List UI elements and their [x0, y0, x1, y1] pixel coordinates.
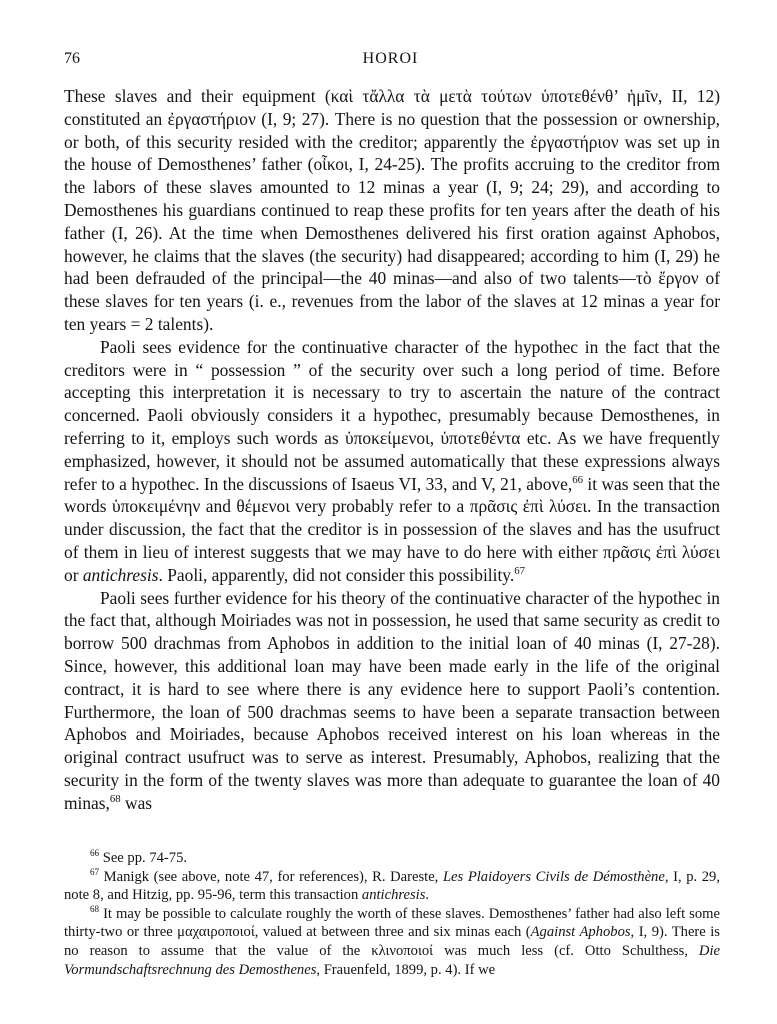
paragraph-2 [64, 336, 720, 587]
footnote-number: 67 [90, 866, 100, 877]
paragraph-text: Paoli sees further evidence for his theory of the continuative character of the hypothec in the fact that, although Moiriades was not in possession, he used that same security as credit to borrow 500 drachmas from Aphobos in addition to the initial loan of 40 minas (I, 27-28). Since, however, this additional loan may have been made early in the life of the original contract, it is hard to see where there is any evidence here to support Paoli’s contention. Furthermore, the loan of 500 drachmas seems to have been a separate transaction between Aphobos and Moiriades, because Aphobos received interest on his loan whereas in the original contract usufruct was to serve as interest. Presumably, Aphobos, realizing that the security in the form of the twenty slaves was more than adequate to guarantee the loan of 40 minas, [64, 587, 720, 813]
paragraph-text: These slaves and their equipment (καὶ τἄλλα τὰ μετὰ τούτων ὑποτεθένθ’ ἡμῖν, II, 12) constituted an ἐργαστήριον (I, 9; 27). There is no question that the possession or ownership, or both, of this security resided with the creditor; apparently the ἐργαστήριον was set up in the house of Demosthenes’ father (οἶκοι, I, 24-25). The profits accruing to the creditor from the labors of these slaves amounted to 12 minas a year (I, 9; 24; 29), and according to Demosthenes his guardians continued to reap these profits for ten years after the death of his father (I, 26). At the time when Demosthenes delivered his first oration against Aphobos, however, he claims that the slaves (the security) had disappeared; according to him (I, 29) he had been defrauded of the principal—the 40 minas—and also of two talents—τὸ ἔργον of these slaves for ten years (i. e., revenues from the labor of the slaves at 12 minas a year for ten years = 2 talents). [64, 86, 720, 334]
page-number: 76 [64, 50, 80, 67]
footnote-text: . [425, 887, 430, 904]
footnote-66 [64, 849, 720, 868]
book-title: Die Vormundschaftsrechnung des Demosthenes [64, 942, 720, 978]
footnote-67 [64, 868, 720, 905]
footnote-number: 66 [90, 848, 100, 859]
footnote-reference: 66 [572, 473, 583, 486]
paragraph-1 [64, 85, 720, 336]
footnote-text: It may be possible to calculate roughly the worth of these slaves. Demosthenes’ father had also left some thirty-two or three μαχαιροποιοί, valued at between three and six minas each ( [64, 905, 720, 941]
footnote-text: See pp. 74-75. [102, 850, 188, 866]
footnote-68 [64, 905, 720, 979]
footnote-text: , Frauenfeld, 1899, p. 4). If we [316, 961, 496, 978]
footnotes [64, 849, 720, 979]
running-head [64, 50, 717, 72]
footnote-reference: 67 [514, 564, 525, 577]
reference-title: Against Aphobos [530, 924, 631, 941]
footnote-number: 68 [90, 903, 100, 914]
footnote-text: , I, 9). There is no reason to assume that the value of the κλινοποιοί was much less (cf. Otto Schulthess, [64, 924, 720, 959]
italic-term: antichresis [82, 564, 159, 585]
paragraph-text: it was seen that the words ὑποκειμένην and θέμενοι very probably refer to a πρᾶσις ἐπὶ λύσει. In the transaction under discussion, the fact that the creditor is in possession of the slaves and has the usufruct of them in lieu of interest suggests that we may have to do here with either πρᾶσις ἐπὶ λύσει or [64, 473, 721, 585]
main-text [64, 85, 720, 815]
footnote-reference: 68 [109, 792, 121, 805]
footnote-text: Manigk (see above, note 47, for references), R. Dareste, [103, 868, 443, 885]
italic-term: antichresis [361, 887, 426, 904]
footnote-text: , I, p. 29, note 8, and Hitzig, pp. 95-96, term this transaction [64, 868, 720, 904]
paragraph-text: was [120, 792, 153, 813]
paragraph-3 [64, 587, 720, 815]
paragraph-text: . Paoli, apparently, did not consider this possibility. [158, 564, 515, 585]
book-title: Les Plaidoyers Civils de Démosthène [442, 868, 665, 885]
running-title: HOROI [362, 50, 419, 67]
paragraph-text: Paoli sees evidence for the continuative character of the hypothec in the fact that the creditors were in “ possession ” of the security over such a long period of time. Before accepting this interpretation it is necessary to try to ascertain the nature of the contract concerned. Paoli obviously considers it a hypothec, presumably because Demosthenes, in referring to it, employs such words as ὑποκείμενοι, ὑποτεθέντα etc. As we have frequently emphasized, however, it should not be assumed automatically that these expressions always refer to a hypothec. In the discussions of Isaeus VI, 33, and V, 21, above, [64, 336, 720, 494]
